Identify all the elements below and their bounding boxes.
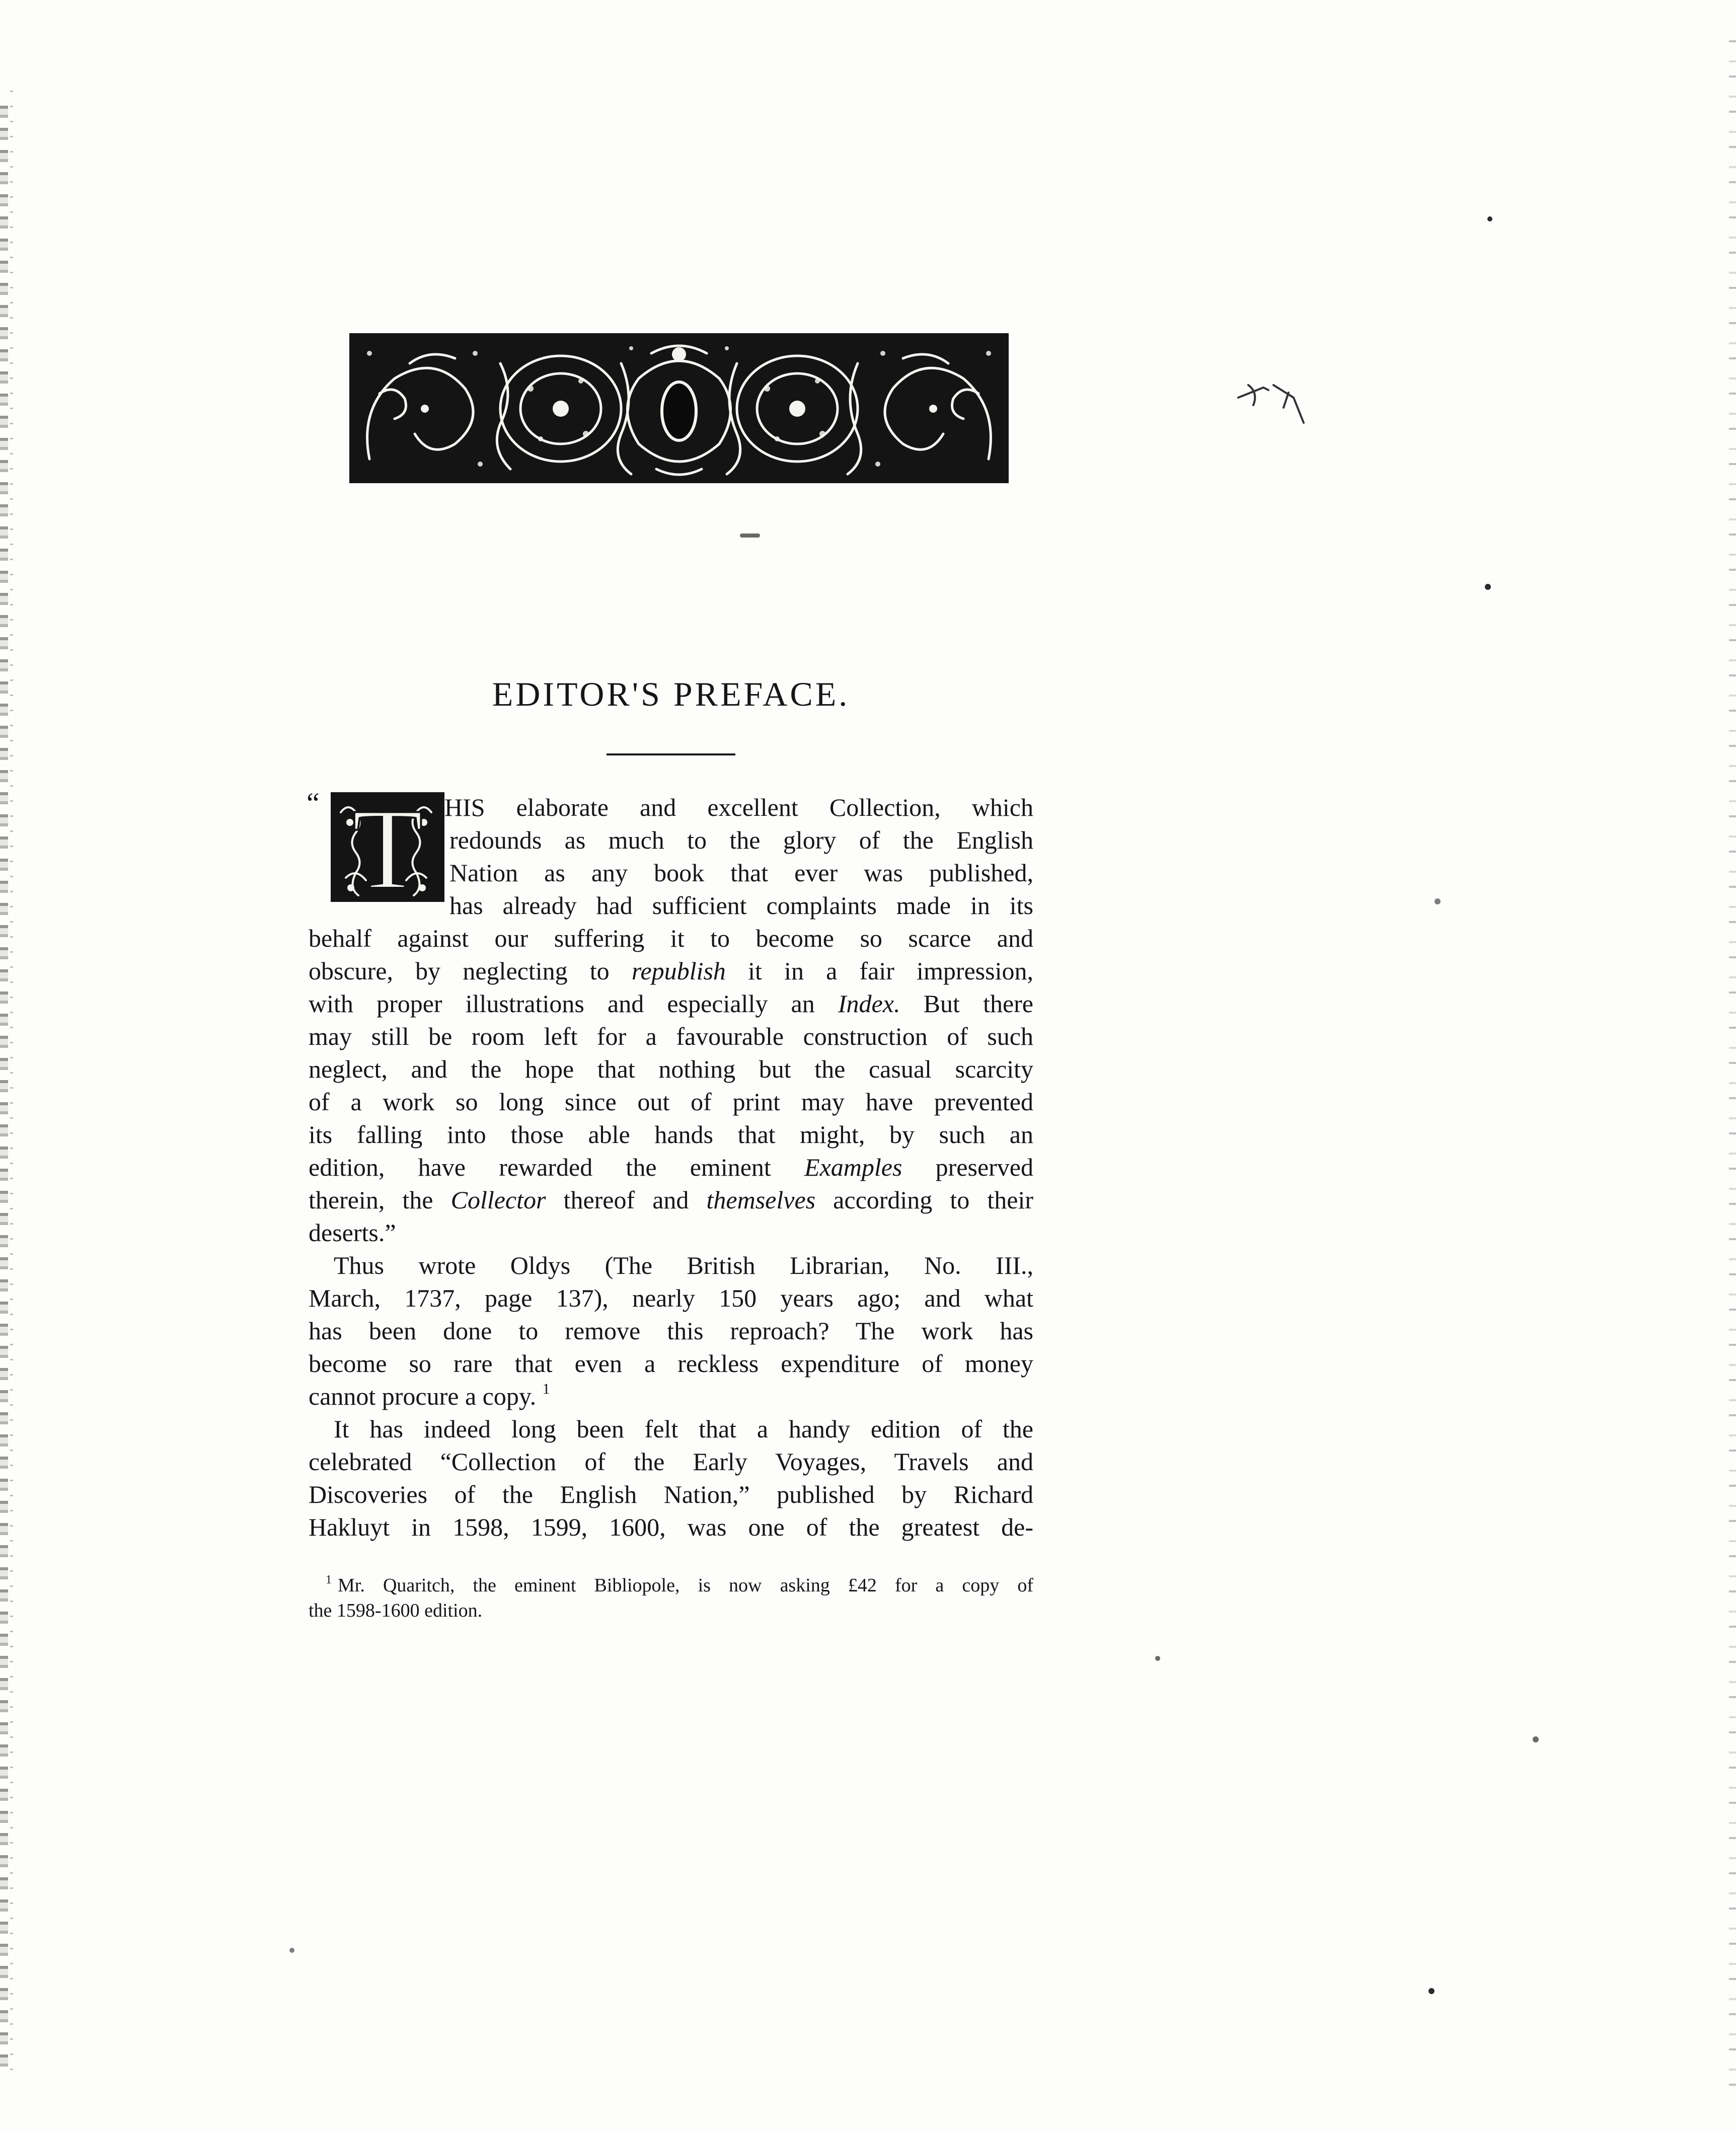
text-line: Hakluyt in 1598, 1599, 1600, was one of the greatest de-: [309, 1513, 1033, 1541]
dropcap-letter: T: [352, 792, 423, 902]
footnote: [309, 1573, 1033, 1623]
footnote-line: the 1598-1600 edition.: [309, 1600, 483, 1621]
text-line: Thus wrote Oldys (The British Librarian, No. III.,: [334, 1251, 1033, 1279]
text-fragment: according to their: [815, 1186, 1033, 1214]
text-line: [309, 1380, 1033, 1413]
text-line: It has indeed long been felt that a handy edition of the: [334, 1415, 1033, 1443]
footnote-mark: 1: [326, 1573, 332, 1586]
text-line: behalf against our suffering it to become so scarce and: [309, 924, 1033, 952]
title-rule: [607, 753, 735, 755]
italic-text: Collector: [450, 1186, 546, 1214]
italic-text: Examples: [804, 1153, 902, 1181]
text-line: HIS elaborate and excellent Collection, which: [444, 793, 1033, 821]
text-fragment: obscure, by neglecting to: [309, 957, 632, 985]
text-fragment: it in a fair impression,: [725, 957, 1033, 985]
text-fragment: edition, have rewarded the eminent: [309, 1153, 805, 1181]
body-text: [309, 791, 1033, 1544]
text-fragment: thereof and: [546, 1186, 707, 1214]
text-fragment: preserved: [902, 1153, 1033, 1181]
scan-edge-left-inner: [10, 91, 13, 2079]
paragraph-1: [309, 791, 1033, 1249]
paragraph-2: [309, 1249, 1033, 1413]
footnote-line: [309, 1573, 1033, 1598]
scan-edge-right: [1729, 40, 1736, 2104]
text-line: deserts.”: [309, 1218, 396, 1247]
text-line: Nation as any book that ever was published,: [449, 859, 1033, 887]
text-line: [309, 1184, 1033, 1216]
italic-text: Index.: [838, 989, 900, 1018]
text-fragment: therein, the: [309, 1186, 451, 1214]
text-line: Discoveries of the English Nation,” published by Richard: [309, 1480, 1033, 1508]
dust-speck: [289, 1948, 294, 1953]
dust-speck: [1487, 216, 1492, 221]
text-line: of a work so long since out of print may have prevented: [309, 1088, 1033, 1116]
text-line: [309, 987, 1033, 1020]
pencil-mark-icon: [1228, 377, 1319, 433]
text-line: [309, 1151, 1033, 1184]
dust-speck: [1485, 584, 1491, 590]
dust-speck: [1155, 1656, 1160, 1661]
text-line: become so rare that even a reckless expenditure of money: [309, 1349, 1033, 1378]
footnote-reference: 1: [542, 1381, 550, 1397]
text-fragment: with proper illustrations and especially an: [309, 989, 838, 1018]
text-line: may still be room left for a favourable construction of such: [309, 1022, 1033, 1050]
scan-edge-left: [0, 106, 8, 2069]
ornamental-headpiece: [349, 333, 1009, 483]
opening-quote-mark: “: [307, 787, 320, 819]
text-line: has already had sufficient complaints made in its: [449, 891, 1033, 920]
paragraph-3: [309, 1413, 1033, 1544]
dust-speck: [740, 534, 760, 538]
text-line: has been done to remove this reproach? The work has: [309, 1317, 1033, 1345]
dust-speck: [1428, 1988, 1435, 1994]
dust-speck: [1533, 1736, 1539, 1742]
text-line: redounds as much to the glory of the English: [449, 826, 1033, 854]
text-line: celebrated “Collection of the Early Voyages, Travels and: [309, 1447, 1033, 1476]
text-fragment: cannot procure a copy.: [309, 1382, 537, 1410]
text-fragment: Mr. Quaritch, the eminent Bibliopole, is now asking £42 for a copy of: [338, 1575, 1033, 1596]
dust-speck: [1435, 898, 1441, 904]
text-line: March, 1737, page 137), nearly 150 years ago; and what: [309, 1284, 1033, 1312]
text-line: neglect, and the hope that nothing but the casual scarcity: [309, 1055, 1033, 1083]
italic-text: themselves: [706, 1186, 816, 1214]
italic-text: republish: [631, 957, 726, 985]
text-line: [309, 955, 1033, 987]
text-line: its falling into those able hands that might, by such an: [309, 1120, 1033, 1149]
page-title: EDITOR'S PREFACE.: [492, 675, 850, 713]
text-fragment: But there: [900, 989, 1033, 1018]
